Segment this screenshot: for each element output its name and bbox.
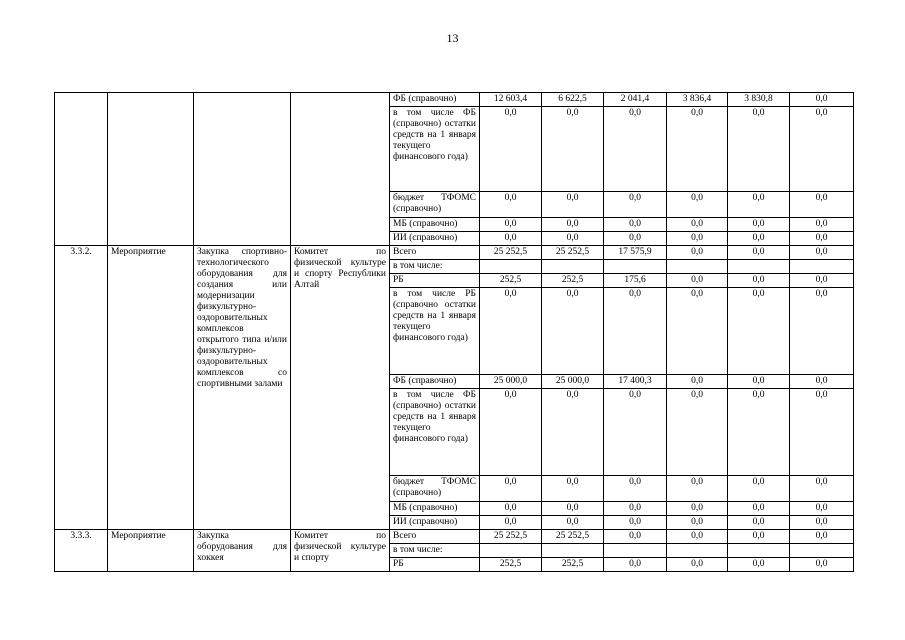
funding-value: 0,0 [667,558,728,572]
funding-source: ФБ (справочно) [390,93,480,107]
funding-value: 0,0 [790,192,854,218]
funding-value: 0,0 [667,288,728,375]
funding-value: 25 252,5 [542,530,604,544]
funding-value: 0,0 [790,502,854,516]
funding-value: 0,0 [790,93,854,107]
funding-value: 0,0 [604,530,667,544]
activity-name: Закупка спортивно-технологического оборудования для создания или модернизации физкультурно-оздоровительных комплексов открытого типа и/или физкультурно-оздоровительных комплексов со спортивными залами [194,246,291,530]
funding-value: 0,0 [667,192,728,218]
funding-source: Всего [390,246,480,260]
funding-value: 0,0 [728,192,790,218]
funding-source: в том числе ФБ (справочно) остатки средств на 1 января текущего финансового года) [390,389,480,476]
funding-value: 252,5 [480,274,542,288]
funding-value: 0,0 [604,502,667,516]
funding-value: 0,0 [790,218,854,232]
funding-value: 0,0 [728,375,790,389]
funding-value: 252,5 [542,558,604,572]
activity-executor: Комитет по физической культуре и спорту Республики Алтай [291,246,390,530]
funding-source: в том числе: [390,544,480,558]
funding-value: 0,0 [604,516,667,530]
table-row [55,246,854,260]
funding-value [542,260,604,274]
funding-value: 0,0 [728,502,790,516]
funding-value: 0,0 [542,389,604,476]
funding-value: 6 622,5 [542,93,604,107]
activity-name [194,93,291,246]
funding-value [480,544,542,558]
activity-executor [291,93,390,246]
funding-value: 0,0 [480,516,542,530]
funding-value: 0,0 [790,274,854,288]
funding-value: 0,0 [667,375,728,389]
funding-value: 0,0 [604,288,667,375]
funding-value [604,544,667,558]
funding-value [604,260,667,274]
activity-type [108,93,194,246]
funding-value: 3 830,8 [728,93,790,107]
funding-value: 0,0 [667,389,728,476]
funding-value: 0,0 [667,530,728,544]
funding-value: 25 000,0 [480,375,542,389]
funding-value: 17 400,3 [604,375,667,389]
funding-source: РБ [390,558,480,572]
funding-value: 175,6 [604,274,667,288]
funding-value: 3 836,4 [667,93,728,107]
funding-value: 0,0 [667,516,728,530]
table-row [55,530,854,544]
funding-value: 0,0 [728,558,790,572]
funding-value [728,260,790,274]
funding-value: 0,0 [728,107,790,192]
funding-value: 0,0 [790,530,854,544]
funding-value: 25 252,5 [542,246,604,260]
funding-source: в том числе ФБ (справочно) остатки средств на 1 января текущего финансового года) [390,107,480,192]
funding-value [728,544,790,558]
funding-value [790,260,854,274]
funding-value: 0,0 [604,218,667,232]
funding-value: 0,0 [604,558,667,572]
funding-value: 0,0 [604,232,667,246]
funding-value: 0,0 [542,107,604,192]
funding-value [790,544,854,558]
funding-value: 0,0 [790,476,854,502]
funding-value: 0,0 [480,232,542,246]
funding-value: 252,5 [480,558,542,572]
funding-value: 0,0 [480,107,542,192]
funding-value: 252,5 [542,274,604,288]
funding-value: 0,0 [604,107,667,192]
activity-number [55,93,108,246]
table-row [55,93,854,107]
funding-source: бюджет ТФОМС (справочно) [390,192,480,218]
funding-value: 0,0 [480,476,542,502]
funding-value: 25 252,5 [480,530,542,544]
funding-value: 0,0 [667,476,728,502]
budget-table [54,92,854,572]
funding-source: ИИ (справочно) [390,232,480,246]
funding-value: 0,0 [480,288,542,375]
funding-source: ФБ (справочно) [390,375,480,389]
funding-value: 0,0 [604,389,667,476]
funding-value: 0,0 [542,192,604,218]
funding-value: 0,0 [667,218,728,232]
activity-type: Мероприятие [108,530,194,572]
funding-value: 0,0 [667,107,728,192]
funding-value: 2 041,4 [604,93,667,107]
activity-executor: Комитет по физической культуре и спорту [291,530,390,572]
funding-value: 0,0 [790,288,854,375]
funding-value: 0,0 [667,274,728,288]
funding-value: 0,0 [790,516,854,530]
funding-value: 0,0 [728,516,790,530]
funding-value: 0,0 [542,218,604,232]
funding-value: 0,0 [790,389,854,476]
funding-value: 0,0 [728,288,790,375]
funding-source: РБ [390,274,480,288]
funding-value: 0,0 [790,246,854,260]
activity-number: 3.3.3. [55,530,108,572]
funding-source: бюджет ТФОМС (справочно) [390,476,480,502]
funding-value [667,260,728,274]
funding-value: 0,0 [480,192,542,218]
funding-value: 0,0 [728,274,790,288]
funding-source: Всего [390,530,480,544]
funding-value: 0,0 [604,476,667,502]
activity-type: Мероприятие [108,246,194,530]
funding-source: в том числе РБ (справочно остатки средств на 1 января текущего финансового года) [390,288,480,375]
funding-value: 0,0 [790,375,854,389]
funding-value: 0,0 [728,476,790,502]
funding-value [542,544,604,558]
funding-value: 0,0 [542,476,604,502]
funding-value: 0,0 [790,107,854,192]
funding-value: 0,0 [542,502,604,516]
funding-source: в том числе: [390,260,480,274]
funding-value: 0,0 [542,232,604,246]
page-number: 13 [446,31,459,45]
funding-value: 0,0 [480,502,542,516]
funding-value: 0,0 [790,558,854,572]
funding-value: 0,0 [728,246,790,260]
funding-value [667,544,728,558]
funding-value: 25 252,5 [480,246,542,260]
funding-value: 0,0 [667,246,728,260]
funding-value: 0,0 [542,516,604,530]
funding-source: МБ (справочно) [390,502,480,516]
funding-value: 12 603,4 [480,93,542,107]
funding-value: 0,0 [667,232,728,246]
funding-value: 0,0 [728,218,790,232]
activity-name: Закупка оборудования для хоккея [194,530,291,572]
funding-value: 0,0 [728,530,790,544]
funding-value: 0,0 [542,288,604,375]
funding-value: 25 000,0 [542,375,604,389]
funding-source: ИИ (справочно) [390,516,480,530]
activity-number: 3.3.2. [55,246,108,530]
funding-value: 17 575,9 [604,246,667,260]
funding-value: 0,0 [790,232,854,246]
funding-value: 0,0 [667,502,728,516]
funding-source: МБ (справочно) [390,218,480,232]
funding-value [480,260,542,274]
funding-value: 0,0 [728,232,790,246]
funding-value: 0,0 [604,192,667,218]
funding-value: 0,0 [480,389,542,476]
funding-value: 0,0 [728,389,790,476]
funding-value: 0,0 [480,218,542,232]
